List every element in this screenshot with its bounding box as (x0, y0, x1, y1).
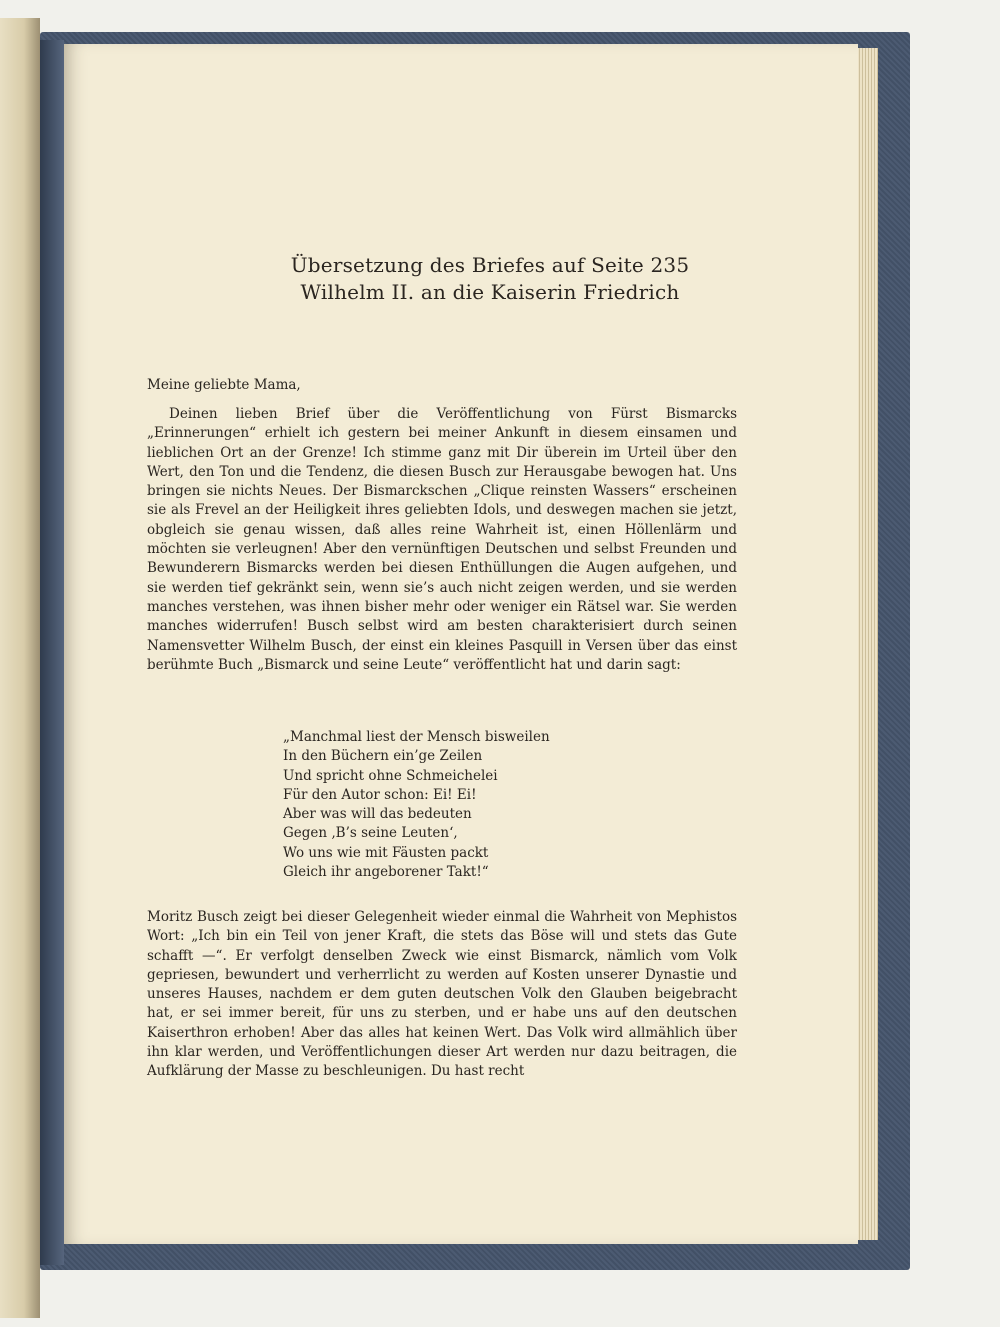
poem-line: Für den Autor schon: Ei! Ei! (283, 786, 477, 803)
poem-line: „Manchmal liest der Mensch bisweilen (283, 729, 550, 745)
title-line-1: Übersetzung des Briefes auf Seite 235 (290, 253, 690, 277)
page-title (90, 252, 890, 306)
letter-paragraph-2: Moritz Busch zeigt bei dieser Gelegenheit wieder einmal die Wahrheit von Mephistos Wort: „Ich bin ein Teil von jener Kraft, die stets das Böse will und stets das Gute schafft —“. Er verfolgt denselben Zweck wie einst Bismarck, nämlich vom Volk gepriesen, bewundert und verherrlicht zu werden auf Kosten unserer Dynastie und unseres Hauses, nachdem er dem guten deutschen Volk den Glauben beigebracht hat, er sei immer bereit, für uns zu sterben, und er habe uns auf den deutschen Kaiserthron erhoben! Aber das alles hat keinen Wert. Das Volk wird allmählich über ihn klar werden, und Veröffentlichungen dieser Art werden nur dazu beitragen, die Aufklärung der Masse zu beschleunigen. Du hast recht (147, 909, 737, 1080)
previous-page-edge (0, 18, 40, 1318)
poem-line: Gegen ‚B’s seine Leuten‘, (283, 825, 458, 842)
poem-line: Wo uns wie mit Fäusten packt (283, 844, 489, 861)
letter-paragraph-1: Deinen lieben Brief über die Veröffentlichung von Fürst Bismarcks „Erinnerungen“ erhielt ich gestern bei meiner Ankunft in diesem einsamen und lieblichen Ort an der Grenze! Ich stimme ganz mit Dir überein im Urteil über den Wert, den Ton und die Tendenz, die diesen Busch zur Herausgabe bewogen hat. Uns bringen sie nichts Neues. Der Bismarckschen „Clique reinsten Wassers“ erscheinen sie als Frevel an der Heiligkeit ihres geliebten Idols, und deswegen machen sie jetzt, obgleich sie genau wissen, daß alles reine Wahrheit ist, einen Höllenlärm und möchten sie verleugnen! Aber den vernünftigen Deutschen und selbst Freunden und Bewunderern Bismarcks werden bei diesen Enthüllungen die Augen aufgehen, und sie werden tief gekränkt sein, wenn sie’s auch nicht zeigen werden, und sie werden manches verstehen, was ihnen bisher mehr oder weniger ein Rätsel war. Sie werden manches widerrufen! Busch selbst wird am besten charakterisiert durch seinen Namensvetter Wilhelm Busch, der einst ein kleines Pasquill in Versen über das einst berühmte Buch „Bismarck und seine Leute“ veröffentlicht hat und darin sagt: (147, 406, 737, 673)
poem (283, 728, 550, 882)
book-gutter (40, 40, 64, 1265)
poem-line: In den Büchern ein’ge Zeilen (283, 748, 483, 765)
poem-line: Und spricht ohne Schmeichelei (283, 767, 498, 784)
poem-line: Aber was will das bedeuten (283, 806, 472, 823)
salutation: Meine geliebte Mama, (147, 377, 301, 393)
poem-line: Gleich ihr angeborener Takt!“ (283, 864, 489, 881)
title-line-2: Wilhelm II. an die Kaiserin Friedrich (300, 280, 680, 304)
